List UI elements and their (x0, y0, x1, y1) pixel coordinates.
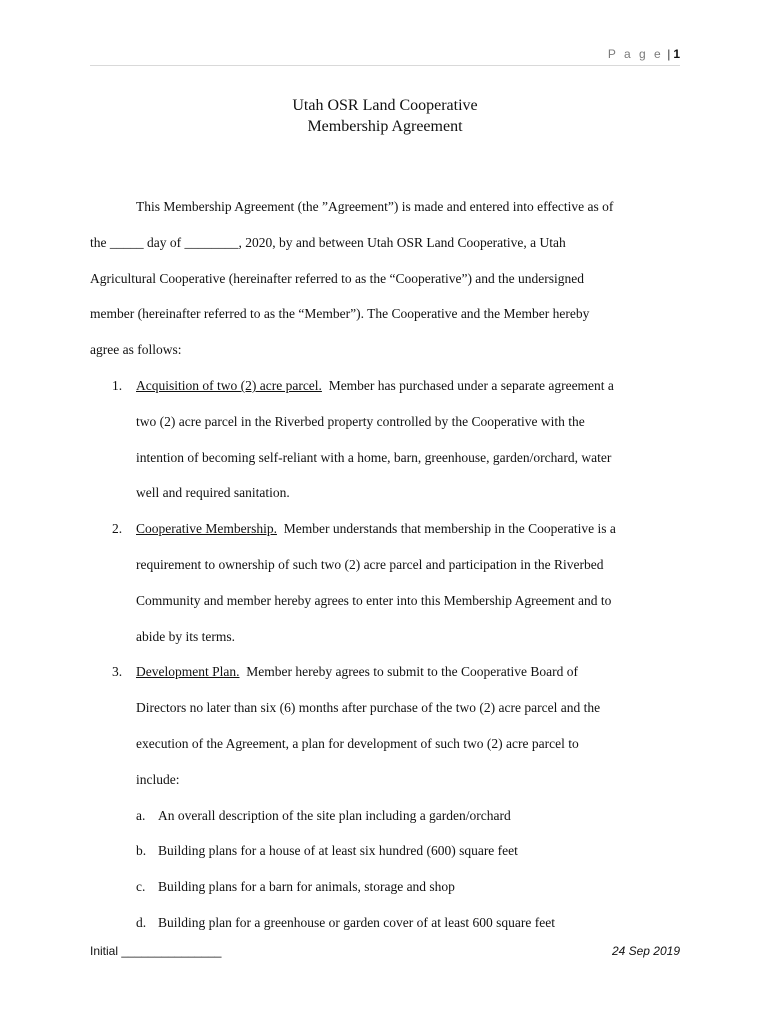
title-line-2: Membership Agreement (307, 118, 463, 135)
clause-line: two (2) acre parcel in the Riverbed property controlled by the Cooperative with the (136, 413, 585, 429)
page-separator: | (667, 47, 671, 61)
clause-1 (90, 376, 675, 519)
intro-line: This Membership Agreement (the ”Agreement”) is made and entered into effective as of (136, 199, 614, 214)
clause-number: 3. (112, 664, 123, 680)
sub-item-letter: a. (136, 807, 146, 823)
intro-line: agree as follows: (90, 342, 182, 358)
sub-item-a (90, 806, 675, 842)
sub-item-text: An overall description of the site plan including a garden/orchard (158, 807, 511, 823)
page-label: P a g e (607, 47, 664, 61)
clause-line: intention of becoming self-reliant with a home, barn, greenhouse, garden/orchard, water (136, 449, 612, 465)
clause-heading: Cooperative Membership. (136, 521, 277, 537)
sub-item-letter: d. (136, 914, 147, 930)
document-body (90, 197, 675, 949)
intro-line: member (hereinafter referred to as the “Member”). The Cooperative and the Member hereby (90, 306, 590, 322)
clause-line: Community and member hereby agrees to enter into this Membership Agreement and to (136, 592, 612, 608)
sub-item-c (90, 877, 675, 913)
sub-item-letter: b. (136, 843, 147, 859)
clause-2 (90, 519, 675, 662)
page-number: 1 (673, 47, 680, 61)
intro-line: Agricultural Cooperative (hereinafter referred to as the “Cooperative”) and the undersigned (90, 270, 585, 286)
clause-number: 2. (112, 521, 123, 537)
clause-number: 1. (112, 377, 123, 393)
initial-line: Initial _______________ (90, 944, 222, 958)
intro-line: the _____ day of ________, 2020, by and between Utah OSR Land Cooperative, a Utah (90, 234, 566, 250)
clause-text: Member understands that membership in the Cooperative is a (276, 521, 616, 537)
clause-line: include: (136, 771, 180, 787)
clause-heading: Acquisition of two (2) acre parcel. (136, 377, 322, 393)
clause-heading: Development Plan. (136, 664, 240, 680)
sub-item-letter: c. (136, 879, 146, 895)
clause-text: Member has purchased under a separate agreement a (321, 377, 614, 393)
sub-item-text: Building plans for a barn for animals, storage and shop (158, 879, 455, 895)
clause-line: abide by its terms. (136, 628, 235, 644)
clause-line: requirement to ownership of such two (2) acre parcel and participation in the Riverbed (136, 556, 604, 572)
header-divider (90, 65, 680, 66)
clause-3 (90, 662, 675, 805)
sub-item-text: Building plans for a house of at least six hundred (600) square feet (158, 843, 518, 859)
title-line-1: Utah OSR Land Cooperative (292, 97, 478, 114)
sub-item-b (90, 841, 675, 877)
clause-line: well and required sanitation. (136, 485, 290, 501)
page-header (608, 47, 680, 61)
clause-line: execution of the Agreement, a plan for development of such two (2) acre parcel to (136, 735, 579, 751)
clause-text: Member hereby agrees to submit to the Cooperative Board of (239, 664, 579, 680)
footer-date: 24 Sep 2019 (611, 944, 680, 958)
sub-item-text: Building plan for a greenhouse or garden cover of at least 600 square feet (158, 914, 555, 930)
clause-line: Directors no later than six (6) months after purchase of the two (2) acre parcel and the (136, 700, 601, 716)
document-title (0, 95, 770, 137)
